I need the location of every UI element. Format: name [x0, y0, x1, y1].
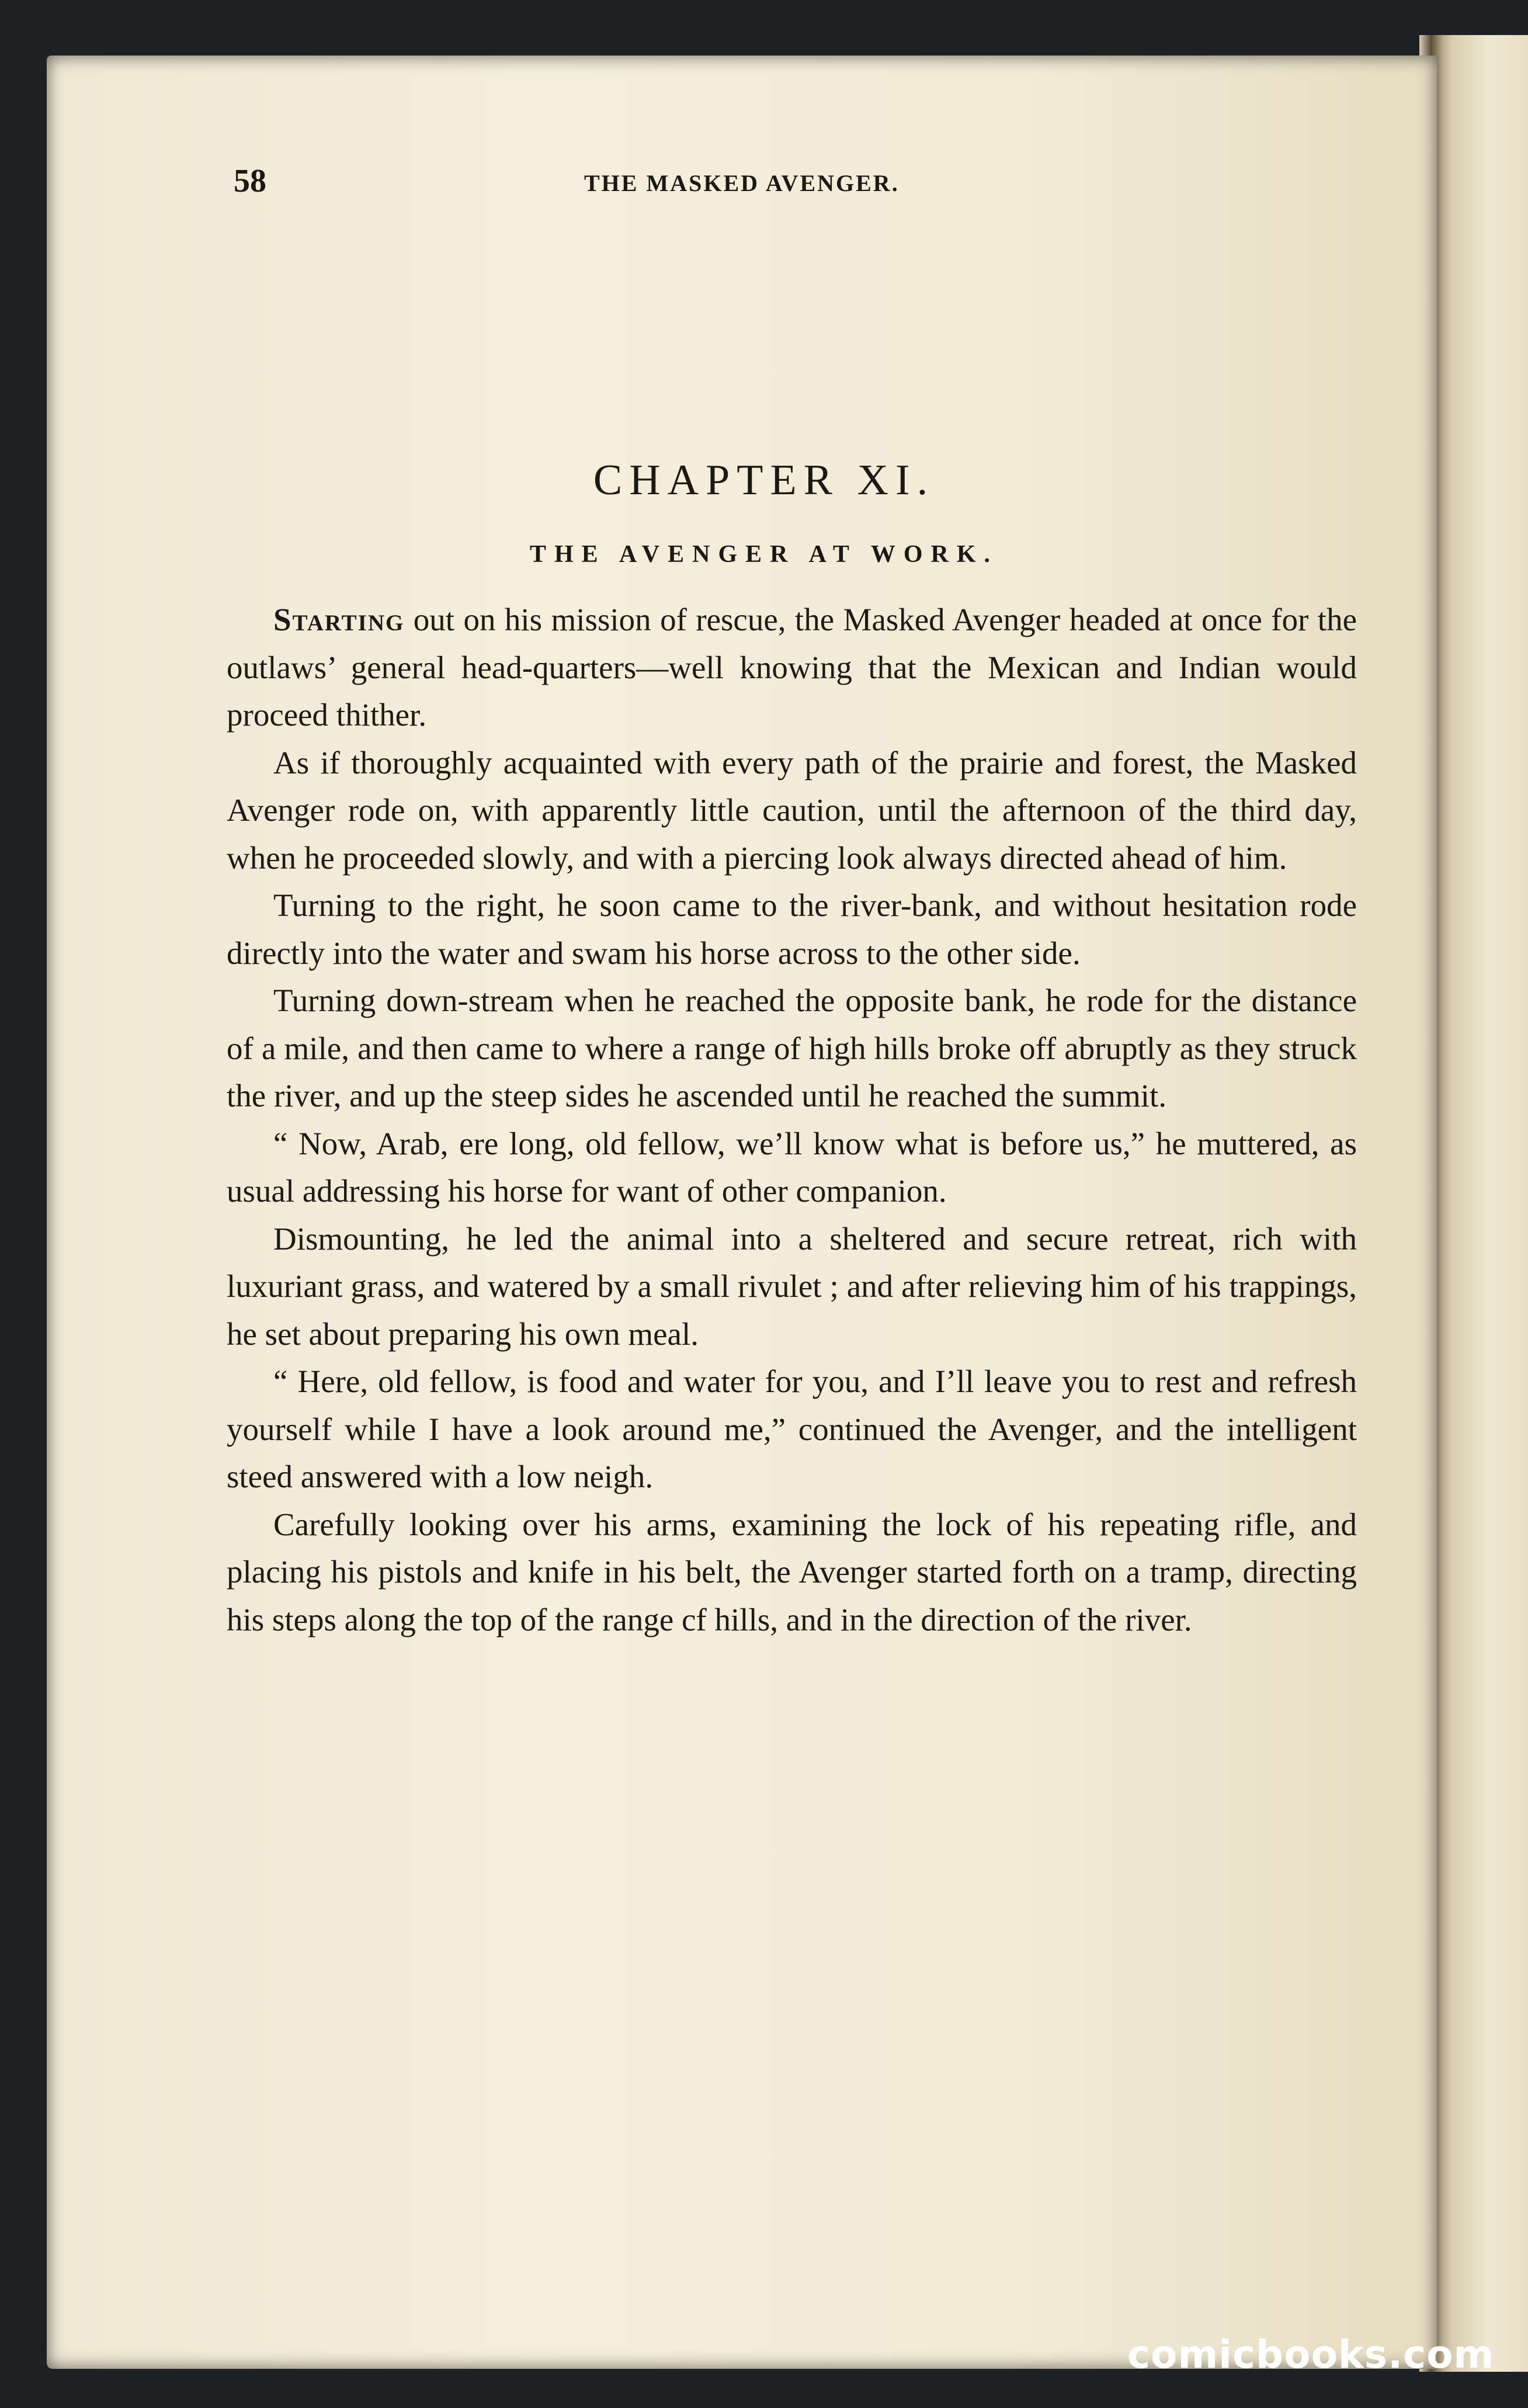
- chapter-title: CHAPTER XI.: [593, 456, 935, 504]
- paragraph: [227, 882, 1357, 977]
- paragraph-text: Turning to the right, he soon came to the river-bank, and without hesitation rode directly into the water and swam his horse across to the other side.: [227, 887, 1357, 971]
- paragraph-text: “ Now, Arab, ere long, old fellow, we’ll know what is before us,” he muttered, as usual addressing his horse for want of other companion.: [227, 1125, 1357, 1209]
- paragraph: [227, 1215, 1357, 1358]
- paragraph-text: out on his mission of rescue, the Masked Avenger headed at once for the outlaws’ general head-quarters—well knowing that the Mexican and Indian would proceed thither.: [227, 602, 1357, 733]
- site-watermark: comicbooks.com: [1127, 2332, 1495, 2377]
- paragraph: [227, 1358, 1357, 1501]
- paragraph: [227, 596, 1357, 739]
- paragraph-text: Turning down-stream when he reached the opposite bank, he rode for the distance of a mile, and then came to where a range of high hills broke off abruptly as they struck the river, and up the steep sides he ascended until he reached the summit.: [227, 983, 1357, 1113]
- page-number: 58: [234, 163, 266, 199]
- body-text: [227, 596, 1357, 1643]
- paragraph-lead: Starting: [273, 602, 405, 637]
- running-head: THE MASKED AVENGER.: [584, 170, 900, 196]
- paragraph: [227, 1501, 1357, 1644]
- paragraph-text: Carefully looking over his arms, examining the lock of his repeating rifle, and placing his pistols and knife in his belt, the Avenger started forth on a tramp, directing his steps along the top of the range cf hills, and in the direction of the river.: [227, 1506, 1357, 1637]
- paragraph: [227, 1120, 1357, 1215]
- paragraph-text: As if thoroughly acquainted with every path of the prairie and forest, the Masked Avenger rode on, with apparently little caution, until the afternoon of the third day, when he proceeded slowly, and with a piercing look always directed ahead of him.: [227, 744, 1357, 876]
- paragraph: [227, 977, 1357, 1120]
- paragraph: [227, 739, 1357, 882]
- page-header: [0, 162, 1528, 203]
- paragraph-text: “ Here, old fellow, is food and water for you, and I’ll leave you to rest and refresh yourself while I have a look around me,” continued the Avenger, and the intelligent steed answered with a low neigh.: [227, 1363, 1357, 1494]
- chapter-subtitle: THE AVENGER AT WORK.: [529, 541, 999, 568]
- paragraph-text: Dismounting, he led the animal into a sheltered and secure retreat, rich with luxuriant grass, and watered by a small rivulet ; and after relieving him of his trappings, he set about preparing his own meal.: [227, 1220, 1357, 1352]
